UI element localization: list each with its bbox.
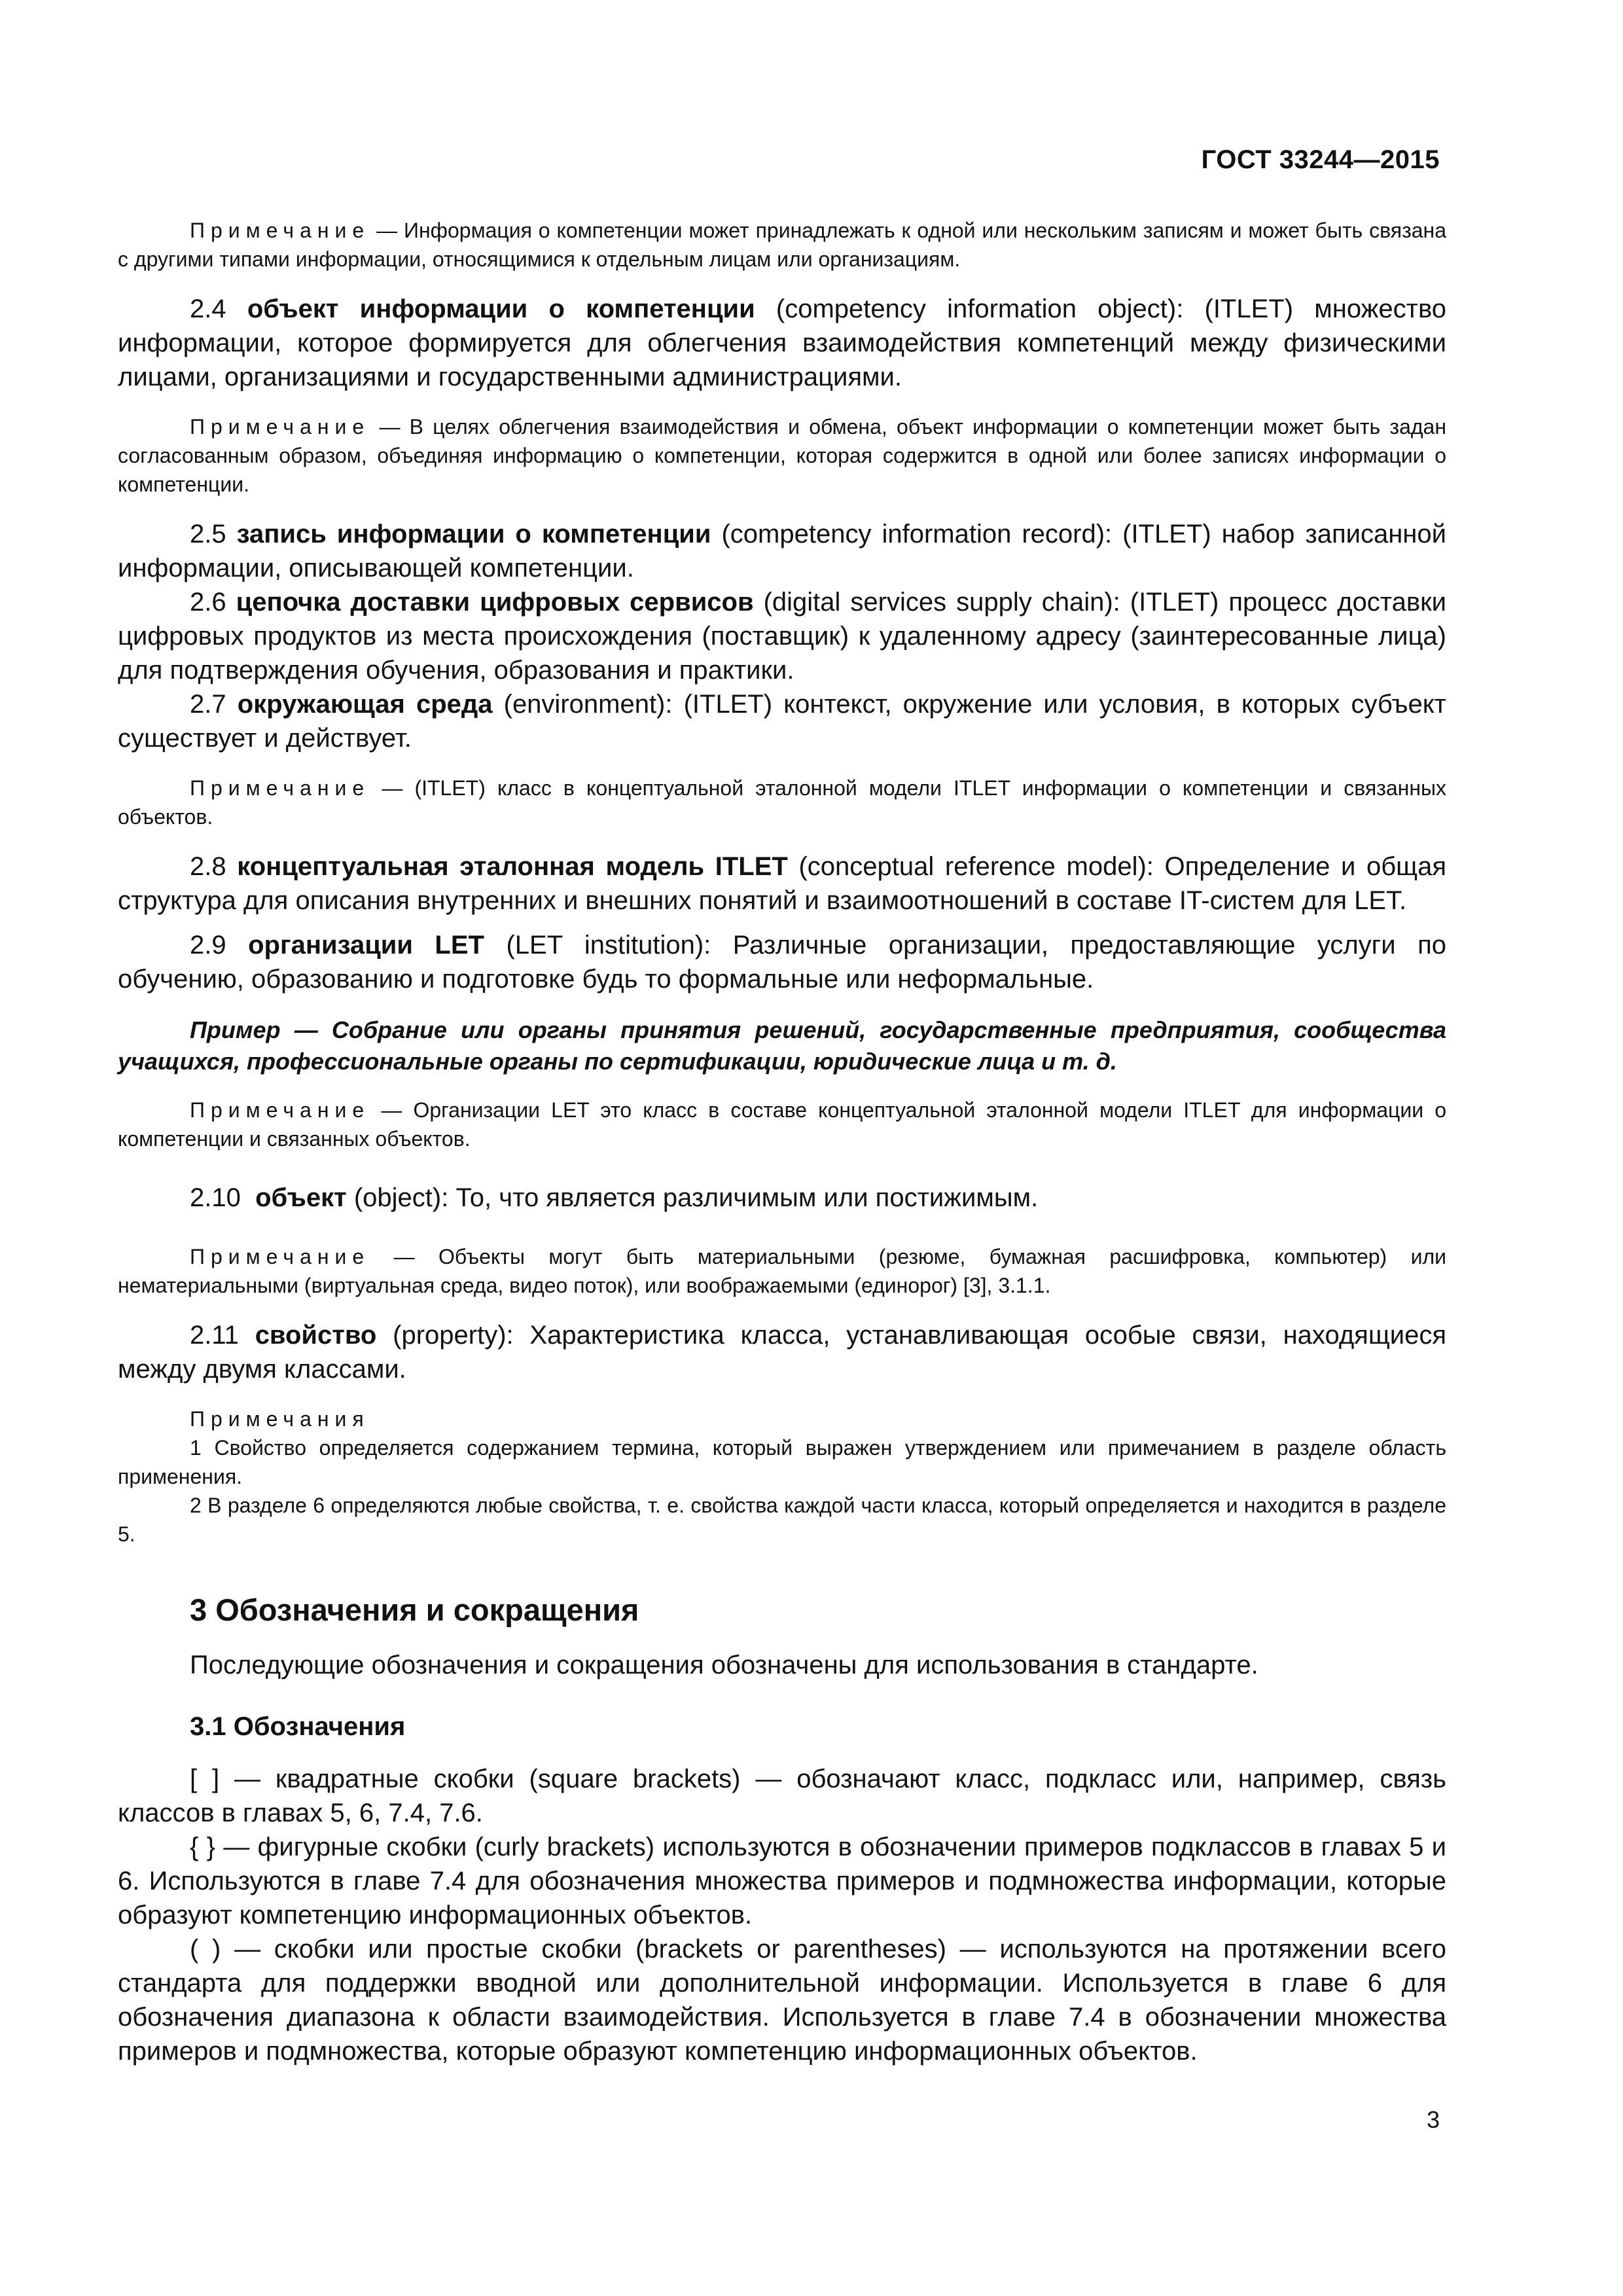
- section-3-intro: Последующие обозначения и сокращения обозначены для использования в стандарте.: [190, 1651, 1258, 1679]
- definition-term: цепочка доставки цифровых сервисов: [236, 588, 754, 617]
- definition-text: (environment): (ITLET) контекст, окружение или условия, в которых субъект существует и действует.: [118, 690, 1446, 753]
- note-1: [118, 216, 1446, 274]
- definition-term: организации LET: [248, 931, 484, 960]
- note-4: [118, 1096, 1446, 1153]
- definition-text: (digital services supply chain): (ITLET) процесс доставки цифровых продуктов из места происхождения (поставщик) к удаленному адресу (заинтересованные лица) для подтверждения обучения, образования и практики.: [118, 588, 1446, 685]
- symbol-item-parentheses: ( ) — скобки или простые скобки (brackets or parentheses) — используются на протяжении всего стандарта для поддержки вводной или дополнительной информации. Используется в главе 6 для обозначения диапазона к области взаимодействия. Используется в главе 7.4 в обозначении множества примеров и подмножества, которые образуют компетенцию информационных объектов.: [118, 1935, 1446, 2066]
- subsection-3-1-title: 3.1 Обозначения: [190, 1712, 406, 1741]
- definition-term: запись информации о компетенции: [236, 520, 711, 548]
- document-code-header: ГОСТ 33244—2015: [1201, 145, 1440, 174]
- note-2-text: — В целях облегчения взаимодействия и обмена, объект информации о компетенции может быть задан согласованным образом, объединяя информацию о компетенции, которая содержится в одной или более записях информации о компетенции.: [118, 415, 1446, 496]
- note-3: [118, 774, 1446, 831]
- note-2: [118, 412, 1446, 499]
- definition-text: (conceptual reference model): Определение и общая структура для описания внутренних и внешних понятий и взаимоотношений в составе IT-систем для LET.: [118, 852, 1446, 915]
- definition-number: 2.8: [190, 852, 226, 881]
- notes-list-item: 2 В разделе 6 определяются любые свойства, т. е. свойства каждой части класса, который определяется и находится в разделе 5.: [118, 1494, 1446, 1546]
- definition-term: объект: [255, 1183, 347, 1212]
- definition-number: 2.5: [190, 520, 226, 548]
- example-1: Пример — Собрание или органы принятия решений, государственные предприятия, сообщества учащихся, профессиональные органы по сертификации, юридические лица и т. д.: [118, 1016, 1446, 1075]
- page-number: 3: [1426, 2106, 1440, 2133]
- note-label: Примечание: [190, 1098, 370, 1122]
- note-3-text: — (ITLET) класс в концептуальной эталонной модели ITLET информации о компетенции и связанных объектов.: [118, 776, 1446, 829]
- definition-number: 2.10: [190, 1183, 241, 1212]
- note-label: Примечание: [190, 776, 370, 800]
- symbol-item-curly-brackets: { } — фигурные скобки (curly brackets) используются в обозначении примеров подклассов в главах 5 и 6. Используются в главе 7.4 для обозначения множества примеров и подмножества информации, которые образуют компетенцию информационных объектов.: [118, 1833, 1446, 1929]
- definition-number: 2.4: [190, 295, 226, 323]
- note-label: Примечание: [190, 415, 370, 439]
- definition-term: концептуальная эталонная модель ITLET: [237, 852, 788, 881]
- definition-2-6: [118, 585, 1446, 687]
- definition-2-11: [118, 1318, 1446, 1386]
- note-4-text: — Организации LET это класс в составе концептуальной эталонной модели ITLET для информации о компетенции и связанных объектов.: [118, 1098, 1446, 1151]
- definition-2-5: [118, 517, 1446, 585]
- definition-term: окружающая среда: [237, 690, 493, 719]
- definition-text: (competency information record): (ITLET) набор записанной информации, описывающей компетенции.: [118, 520, 1446, 583]
- definition-2-7: [118, 687, 1446, 755]
- section-3-title: 3 Обозначения и сокращения: [190, 1592, 639, 1627]
- definition-2-10: [118, 1181, 1446, 1215]
- definition-2-4: [118, 292, 1446, 394]
- note-label: Примечание: [190, 1245, 370, 1268]
- note-1-text: — Информация о компетенции может принадлежать к одной или нескольким записям и может быть связана с другими типами информации, относящимися к отдельным лицам или организациям.: [118, 219, 1446, 271]
- page-content: [118, 216, 1446, 2068]
- symbol-item-square-brackets: [ ] — квадратные скобки (square brackets) — обозначают класс, подкласс или, например, связь классов в главах 5, 6, 7.4, 7.6.: [118, 1765, 1446, 1827]
- note-label: Примечание: [190, 219, 370, 242]
- notes-heading: Примечания: [190, 1407, 370, 1431]
- definition-text: (object): То, что является различимым или постижимым.: [346, 1183, 1039, 1212]
- definition-text: (LET institution): Различные организации, предоставляющие услуги по обучению, образованию и подготовке будь то формальные или неформальные.: [118, 931, 1446, 994]
- definition-number: 2.11: [190, 1321, 239, 1350]
- definition-term: объект информации о компетенции: [247, 295, 755, 323]
- definition-2-9: [118, 928, 1446, 996]
- definition-number: 2.6: [190, 588, 226, 617]
- note-5: [118, 1242, 1446, 1300]
- notes-list-item: 1 Свойство определяется содержанием термина, который выражен утверждением или примечанием в разделе область применения.: [118, 1436, 1446, 1488]
- note-5-text: — Объекты могут быть материальными (резюме, бумажная расшифровка, компьютер) или нематериальными (виртуальная среда, видео поток), или воображаемыми (единорог) [3], 3.1.1.: [118, 1245, 1446, 1297]
- definition-term: свойство: [255, 1321, 377, 1350]
- definition-text: (property): Характеристика класса, устанавливающая особые связи, находящиеся между двумя классами.: [118, 1321, 1446, 1384]
- definition-number: 2.7: [190, 690, 226, 719]
- definition-text: (competency information object): (ITLET) множество информации, которое формируется для облегчения взаимодействия компетенций между физическими лицами, организациями и государственными администрациями.: [118, 295, 1446, 391]
- definition-2-8: [118, 850, 1446, 918]
- definition-number: 2.9: [190, 931, 226, 960]
